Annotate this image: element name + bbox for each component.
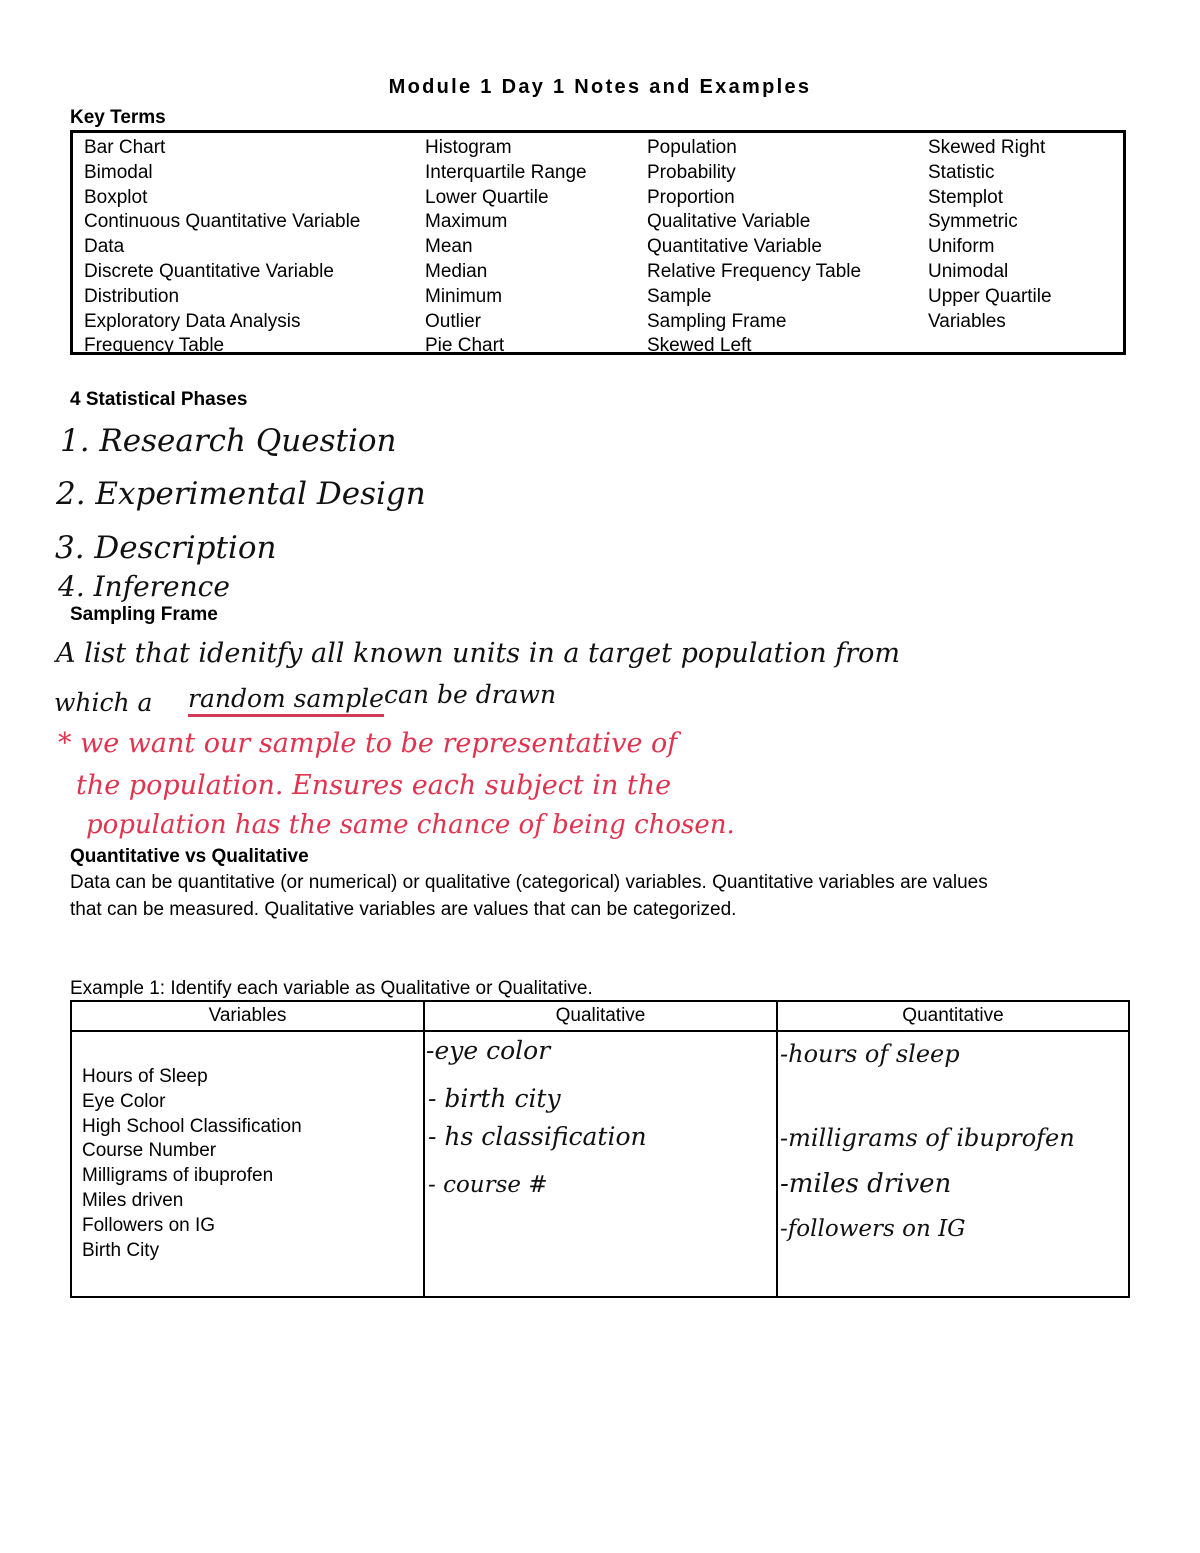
key-terms-column-1 [84,136,360,359]
handwritten-answer-quantitative: -followers on IG [780,1216,966,1242]
key-term: Maximum [425,211,508,233]
key-term: Boxplot [84,186,148,208]
header-qualitative: Qualitative [555,1005,646,1026]
key-term: Discrete Quantitative Variable [84,260,334,282]
key-term: Population [647,137,737,158]
key-term: Upper Quartile [928,285,1052,307]
key-term: Quantitative Variable [647,236,822,258]
handwritten-note-red: population has the same chance of being chosen. [86,810,735,840]
key-term: Relative Frequency Table [647,260,862,282]
handwritten-phase: 4. Inference [58,570,230,603]
example-table [70,1000,1130,1298]
key-term: Proportion [647,186,735,208]
variable-item: Eye Color [82,1090,166,1112]
key-term: Lower Quartile [425,186,549,208]
handwritten-phase: 1. Research Question [60,423,397,459]
key-term: Variables [928,310,1006,332]
handwritten-answer-qualitative: - birth city [428,1084,561,1113]
variable-item: Course Number [82,1140,217,1162]
key-term: Stemplot [928,186,1003,208]
key-terms-column-3 [647,136,861,359]
handwritten-definition: which a [54,688,153,717]
key-terms-column-4 [928,136,1052,334]
key-term: Statistic [928,161,995,183]
key-term: Minimum [425,285,503,307]
key-term: Distribution [84,285,180,307]
phases-heading: 4 Statistical Phases [70,389,248,410]
key-term: Sample [647,285,712,307]
key-term: Pie Chart [425,335,505,357]
key-term: Symmetric [928,211,1018,233]
key-term: Continuous Quantitative Variable [84,211,361,233]
key-term: Exploratory Data Analysis [84,310,301,332]
key-term: Bar Chart [84,137,166,158]
variable-item: Birth City [82,1239,160,1261]
handwritten-definition: can be drawn [384,680,557,709]
handwritten-definition: A list that idenitfy all known units in a target population from [56,638,901,669]
key-term: Interquartile Range [425,161,587,183]
handwritten-answer-quantitative: -miles driven [780,1169,952,1199]
key-term: Uniform [928,236,995,258]
handwritten-answer-qualitative: - hs classification [428,1122,647,1151]
key-term: Outlier [425,310,481,332]
key-term: Bimodal [84,161,153,183]
variable-item: High School Classification [82,1115,302,1137]
handwritten-answer-qualitative: -eye color [426,1036,551,1065]
header-variables: Variables [208,1005,287,1026]
key-term: Skewed Right [928,137,1046,158]
variable-item: Milligrams of ibuprofen [82,1165,274,1187]
key-term: Unimodal [928,260,1009,282]
key-term: Qualitative Variable [647,211,811,233]
quant-vs-qual-heading: Quantitative vs Qualitative [70,846,309,867]
key-term: Mean [425,236,473,258]
page-title: Module 1 Day 1 Notes and Examples [388,76,812,98]
column-divider [776,1002,778,1296]
quant-vs-qual-paragraph-line: that can be measured. Qualitative variables are values that can be categorized. [70,899,737,920]
key-terms-heading: Key Terms [70,107,166,128]
handwritten-note-red: * we want our sample to be representative of [58,728,678,759]
variables-list [82,1065,302,1263]
key-term: Median [425,260,488,282]
variable-item: Followers on IG [82,1214,216,1236]
example-prompt: Example 1: Identify each variable as Qualitative or Qualitative. [70,978,593,999]
handwritten-phase: 2. Experimental Design [56,476,426,512]
handwritten-phase: 3. Description [55,530,277,566]
variable-item: Hours of Sleep [82,1066,208,1087]
handwritten-answer-qualitative: - course # [428,1172,548,1198]
key-terms-box [70,130,1126,355]
handwritten-note-red: the population. Ensures each subject in the [76,770,672,801]
key-term: Frequency Table [84,335,225,357]
example-table-header [72,1002,1128,1032]
column-divider [423,1002,425,1296]
handwritten-answer-quantitative: -hours of sleep [780,1040,960,1068]
key-term: Skewed Left [647,335,752,357]
key-term: Sampling Frame [647,310,787,332]
key-term: Probability [647,161,736,183]
variable-item: Miles driven [82,1189,184,1211]
handwritten-answer-quantitative: -milligrams of ibuprofen [780,1124,1075,1152]
header-quantitative: Quantitative [902,1005,1004,1026]
key-term: Histogram [425,137,512,158]
key-term: Data [84,236,125,258]
handwritten-underlined-term: random sample [188,684,384,717]
key-terms-column-2 [425,136,587,359]
quant-vs-qual-paragraph-line: Data can be quantitative (or numerical) or qualitative (categorical) variables. Quantitative variables are values [70,872,988,893]
sampling-frame-heading: Sampling Frame [70,604,218,625]
